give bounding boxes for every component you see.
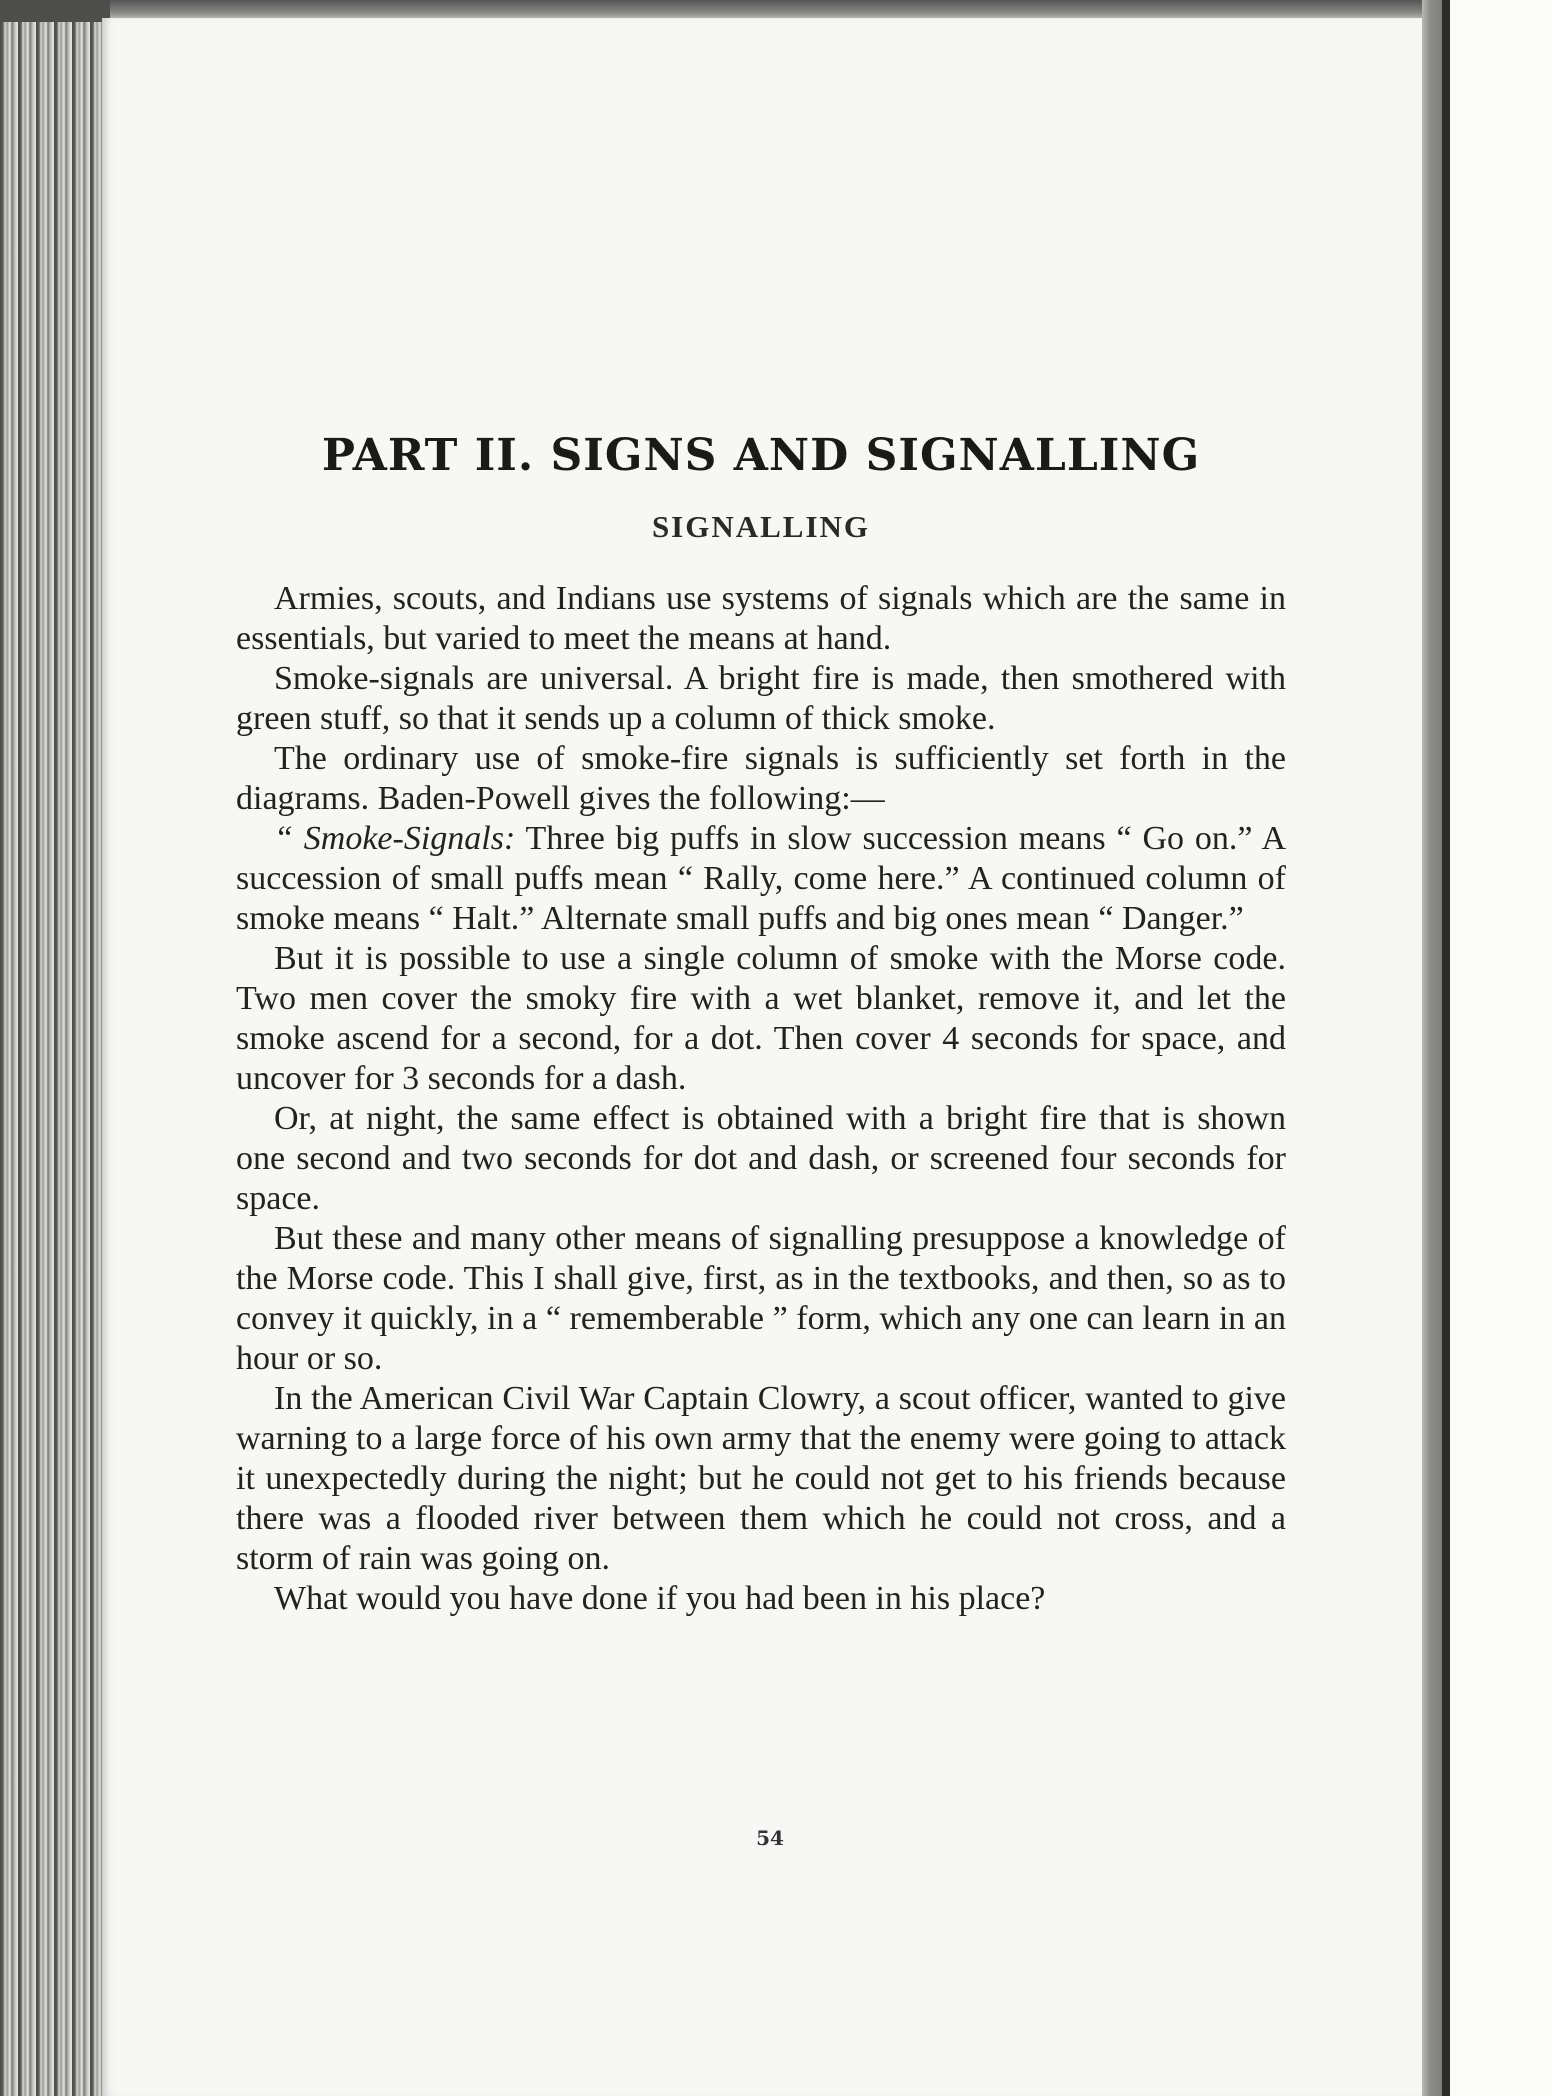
paragraph xyxy=(236,819,1286,939)
text-block xyxy=(236,430,1286,1619)
paragraph: The ordinary use of smoke-fire signals is sufficiently set forth in the diagrams. Baden-Powell gives the following:— xyxy=(236,740,1286,817)
paragraph: Smoke-signals are universal. A bright fire is made, then smothered with green stuff, so that it sends up a column of thick smoke. xyxy=(236,660,1286,737)
page-number-row xyxy=(0,1826,1552,1850)
part-title: PART II. SIGNS AND SIGNALLING xyxy=(321,430,1201,481)
left-page-edges xyxy=(0,0,110,2096)
right-page-edge xyxy=(1422,0,1442,2096)
section-title: SIGNALLING xyxy=(651,509,871,544)
page-number: 54 xyxy=(756,1826,784,1850)
paragraph: In the American Civil War Captain Clowry, a scout officer, wanted to give warning to a large force of his own army that the enemy were going to attack it unexpectedly during the night; but he could not get to his friends because there was a flooded river between them which he could not cross, and a storm of rain was going on. xyxy=(236,1380,1286,1577)
paragraph: But these and many other means of signalling presuppose a knowledge of the Morse code. This I shall give, first, as in the textbooks, and then, so as to convey it quickly, in a “ rememberable ” form, which any one can learn in an hour or so. xyxy=(236,1220,1286,1377)
right-edge-shadow xyxy=(1442,0,1450,2096)
paragraph: Armies, scouts, and Indians use systems of signals which are the same in essentials, but varied to meet the means at hand. xyxy=(236,580,1286,657)
right-blank-area xyxy=(1450,0,1552,2096)
paragraph: Or, at night, the same effect is obtained with a bright fire that is shown one second and two seconds for dot and dash, or screened four seconds for space. xyxy=(236,1100,1286,1217)
paragraph-text: Three big puffs in slow succession means “ Go on.” A succession of small puffs mean “ Rally, come here.” A continued column of smoke means “ Halt.” Alternate small puffs and big ones mean “ Danger.” xyxy=(236,820,1286,937)
paragraph-italic-lead: “ Smoke-Signals: xyxy=(274,820,516,857)
paragraph: But it is possible to use a single column of smoke with the Morse code. Two men cover the smoky fire with a wet blanket, remove it, and let the smoke ascend for a second, for a dot. Then cover 4 seconds for space, and uncover for 3 seconds for a dash. xyxy=(236,940,1286,1097)
paragraph: What would you have done if you had been in his place? xyxy=(274,1580,1046,1617)
